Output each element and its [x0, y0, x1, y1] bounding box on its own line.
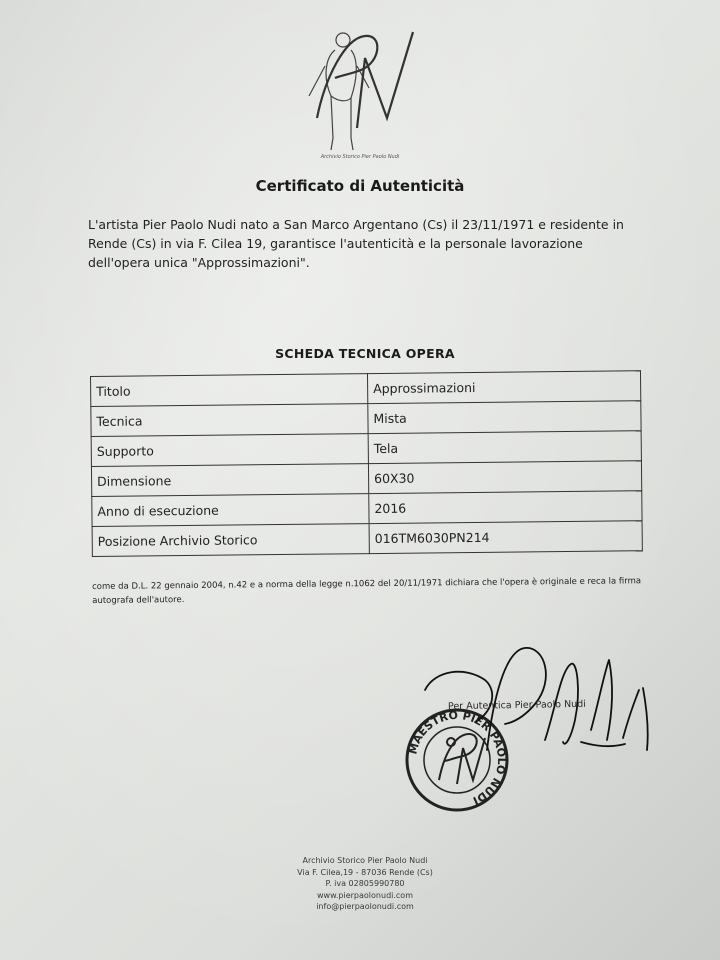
footer-link[interactable]: www.pierpaolonudi.com — [316, 890, 413, 900]
footer-email[interactable]: info@pierpaolonudi.com — [316, 902, 414, 911]
footer-line: P. iva 02805990780 — [325, 879, 405, 888]
row-value: 2016 — [369, 491, 642, 524]
archive-footer — [250, 855, 480, 913]
signature-label: Per Autentica Pier Paolo Nudi — [447, 698, 586, 713]
row-value: Tela — [368, 431, 641, 464]
row-label: Titolo — [91, 374, 368, 407]
spec-table — [90, 370, 643, 557]
row-label: Dimensione — [91, 464, 368, 497]
row-label: Tecnica — [91, 404, 368, 437]
table-row — [92, 521, 642, 557]
row-value: 016TM6030PN214 — [369, 521, 642, 554]
logo-caption: Archivio Storico Pier Paolo Nudi — [320, 154, 400, 160]
document-title: Certificato di Autenticità — [255, 177, 465, 195]
row-label: Posizione Archivio Storico — [92, 524, 369, 557]
footer-line: Via F. Cilea,19 - 87036 Rende (Cs) — [297, 867, 433, 877]
footer-line: Archivio Storico Pier Paolo Nudi — [302, 856, 428, 865]
artist-logo-icon — [295, 18, 425, 168]
intro-paragraph: L'artista Pier Paolo Nudi nato a San Marco Argentano (Cs) il 23/11/1971 e residente in Rende (Cs) in via F. Cilea 19, garantisce l'autenticità e la personale lavorazione dell'opera unica "Approssimazioni". — [88, 217, 624, 270]
round-stamp-icon — [406, 709, 508, 810]
signature-stamp-area — [395, 630, 675, 820]
row-label: Supporto — [91, 434, 368, 467]
row-value: Mista — [368, 401, 641, 434]
row-value: 60X30 — [368, 461, 641, 494]
scheda-title: SCHEDA TECNICA OPERA — [275, 346, 455, 361]
row-label: Anno di esecuzione — [92, 494, 369, 527]
row-value: Approssimazioni — [367, 371, 640, 404]
stamp-text: MAESTRO PIER PAOLO NUDI — [406, 708, 509, 808]
legal-note: come da D.L. 22 gennaio 2004, n.42 e a norma della legge n.1062 del 20/11/1971 dichiara che l'opera è originale e reca la firma autografa dell'autore. — [92, 576, 642, 606]
